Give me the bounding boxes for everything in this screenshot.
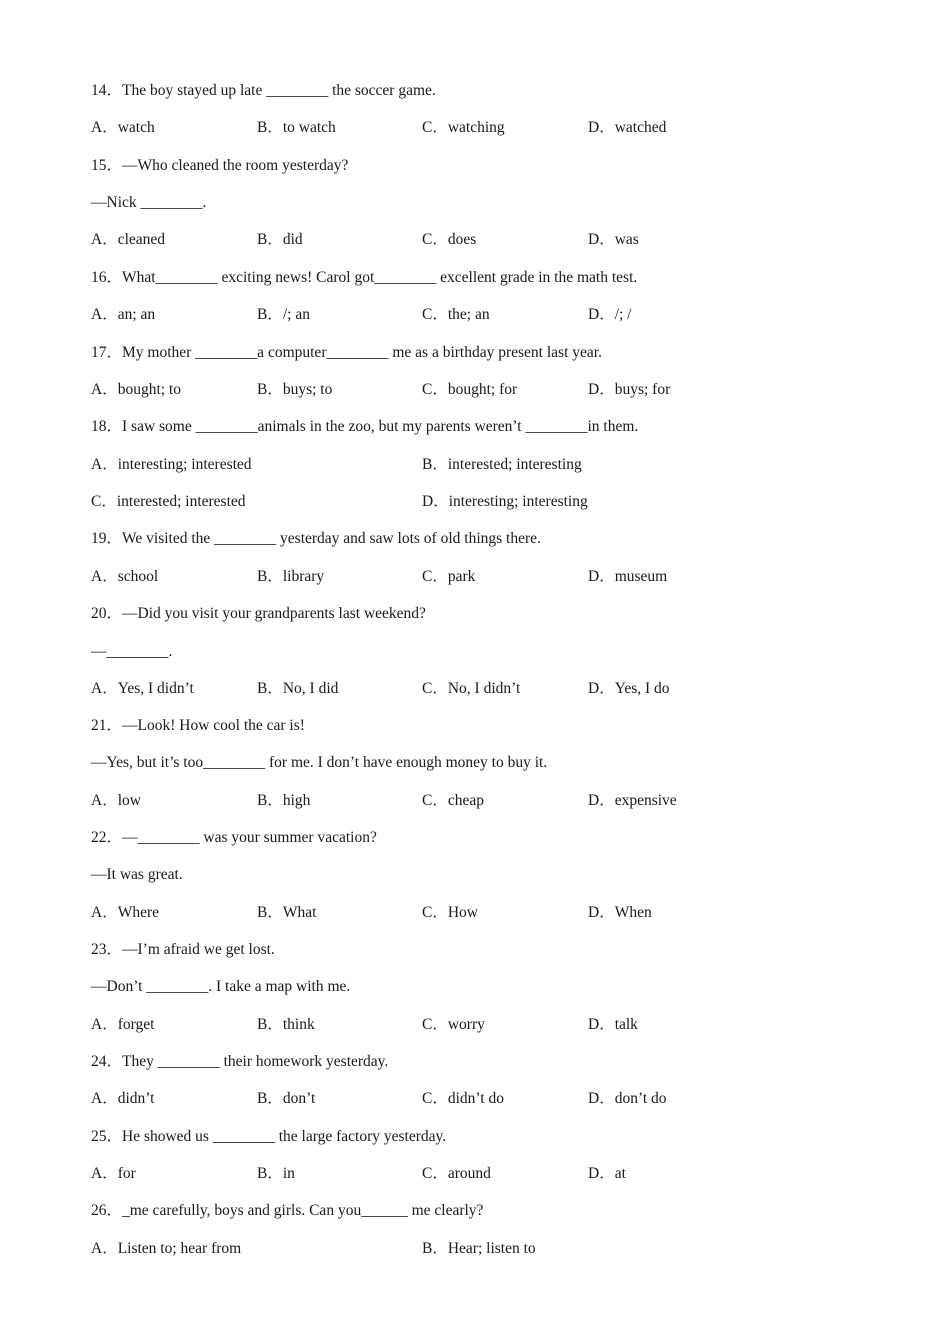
question-19-stem: 19．We visited the ________ yesterday and saw lots of old things there.	[91, 530, 541, 547]
option-d: D．buys; for	[588, 381, 671, 398]
question-18-options-row2	[91, 490, 891, 514]
option-b: B．think	[257, 1016, 315, 1033]
option-a: A．school	[91, 568, 159, 585]
option-c: C．the; an	[422, 306, 490, 323]
question-14-options	[91, 116, 891, 140]
option-c: C．cheap	[422, 792, 484, 809]
question-18-stem: 18．I saw some ________animals in the zoo, but my parents weren’t ________in them.	[91, 418, 639, 435]
option-b: B．What	[257, 904, 317, 921]
question-19-options	[91, 565, 891, 589]
option-c: C．around	[422, 1165, 491, 1182]
option-a: A．an; an	[91, 306, 156, 323]
question-26-stem: 26．_me carefully, boys and girls. Can you______ me clearly?	[91, 1202, 484, 1219]
question-22-stem-reply: —It was great.	[91, 866, 183, 883]
option-c: C．No, I didn’t	[422, 680, 521, 697]
question-20-stem: 20．—Did you visit your grandparents last weekend?	[91, 605, 426, 622]
option-b: B．don’t	[257, 1090, 316, 1107]
option-d: D．interesting; interesting	[422, 493, 588, 510]
question-23-options	[91, 1013, 891, 1037]
question-26-options	[91, 1237, 891, 1261]
option-d: D．watched	[588, 119, 667, 136]
option-c: C．park	[422, 568, 476, 585]
question-22-options	[91, 901, 891, 925]
question-20-stem-reply: —________.	[91, 643, 173, 660]
question-17-stem: 17．My mother ________a computer________ me as a birthday present last year.	[91, 344, 602, 361]
option-a: A．watch	[91, 119, 155, 136]
option-b: B．buys; to	[257, 381, 333, 398]
question-22-stem: 22．—________ was your summer vacation?	[91, 829, 377, 846]
question-14-stem: 14．The boy stayed up late ________ the soccer game.	[91, 82, 436, 99]
option-a: A．for	[91, 1165, 136, 1182]
question-16-options	[91, 303, 891, 327]
question-16-stem: 16．What________ exciting news! Carol got________ excellent grade in the math test.	[91, 269, 638, 286]
question-15-stem-reply: —Nick ________.	[91, 194, 207, 211]
question-15-options	[91, 228, 891, 252]
option-d: D．Yes, I do	[588, 680, 670, 697]
option-a: A．forget	[91, 1016, 155, 1033]
question-15-stem: 15．—Who cleaned the room yesterday?	[91, 157, 349, 174]
option-b: B．/; an	[257, 306, 310, 323]
option-b: B．in	[257, 1165, 295, 1182]
option-b: B．to watch	[257, 119, 336, 136]
question-24-stem: 24．They ________ their homework yesterday.	[91, 1053, 389, 1070]
option-b: B．No, I did	[257, 680, 339, 697]
option-d: D．talk	[588, 1016, 638, 1033]
option-c: C．didn’t do	[422, 1090, 504, 1107]
option-b: B．did	[257, 231, 303, 248]
option-d: D．don’t do	[588, 1090, 667, 1107]
option-a: A．bought; to	[91, 381, 181, 398]
option-a: A．Listen to; hear from	[91, 1240, 242, 1257]
question-18-options-row1	[91, 453, 891, 477]
option-c: C．How	[422, 904, 478, 921]
option-c: C．bought; for	[422, 381, 518, 398]
option-c: C．does	[422, 231, 477, 248]
option-b: B．Hear; listen to	[422, 1240, 536, 1257]
option-b: B．library	[257, 568, 325, 585]
question-23-stem: 23．—I’m afraid we get lost.	[91, 941, 275, 958]
option-d: D．museum	[588, 568, 668, 585]
option-a: A．didn’t	[91, 1090, 155, 1107]
question-20-options	[91, 677, 891, 701]
option-d: D．at	[588, 1165, 626, 1182]
option-d: D．/; /	[588, 306, 632, 323]
option-c: C．interested; interested	[91, 493, 246, 510]
option-b: B．interested; interesting	[422, 456, 582, 473]
option-a: A．interesting; interested	[91, 456, 252, 473]
question-25-stem: 25．He showed us ________ the large factory yesterday.	[91, 1128, 447, 1145]
option-d: D．was	[588, 231, 639, 248]
option-c: C．worry	[422, 1016, 485, 1033]
option-a: A．cleaned	[91, 231, 166, 248]
option-c: C．watching	[422, 119, 505, 136]
question-17-options	[91, 378, 891, 402]
option-d: D．When	[588, 904, 652, 921]
question-24-options	[91, 1087, 891, 1111]
option-b: B．high	[257, 792, 311, 809]
question-21-stem-reply: —Yes, but it’s too________ for me. I don’t have enough money to buy it.	[91, 754, 548, 771]
question-21-options	[91, 789, 891, 813]
question-25-options	[91, 1162, 891, 1186]
question-23-stem-reply: —Don’t ________. I take a map with me.	[91, 978, 351, 995]
question-21-stem: 21．—Look! How cool the car is!	[91, 717, 305, 734]
option-a: A．Yes, I didn’t	[91, 680, 194, 697]
option-a: A．Where	[91, 904, 159, 921]
option-a: A．low	[91, 792, 141, 809]
option-d: D．expensive	[588, 792, 677, 809]
